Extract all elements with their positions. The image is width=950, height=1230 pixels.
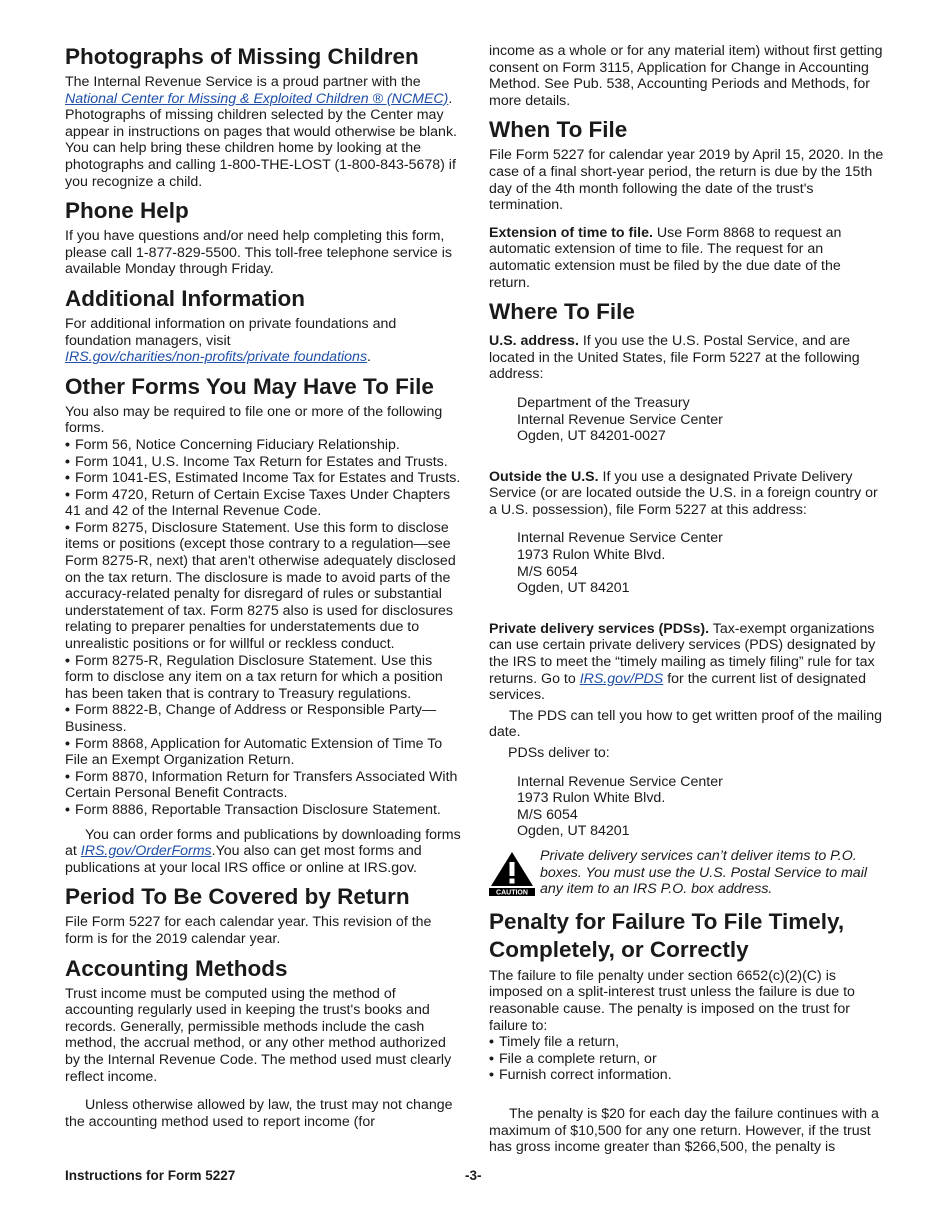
pds-deliver-text: PDSs deliver to: <box>508 745 610 761</box>
accounting-text-1: Trust income must be computed using the method of accounting regularly used in keeping the trust's books and records. Generally, permissible methods include the cash method, the accrual method, or any other method authorized by the Internal Revenue Code. The method used must clearly reflect income. <box>65 985 452 1085</box>
other-forms-intro: You also may be required to file one or more of the following forms. <box>65 403 443 437</box>
extension-text: Extension of time to file. Use Form 8868 to request an automatic extension of time to file. The request for an automatic extension must be filed by the due date of the return. <box>489 224 842 291</box>
right-column <box>489 43 885 1164</box>
heading-where-to-file: Where To File <box>489 299 635 325</box>
left-column <box>65 40 461 1138</box>
caution-icon <box>489 850 535 896</box>
caution-note <box>489 848 885 898</box>
page-number: -3- <box>465 1168 482 1183</box>
list-item: • Form 4720, Return of Certain Excise Taxes Under Chapters 41 and 42 of the Internal Revenue Code. <box>65 487 461 520</box>
list-item: • File a complete return, or <box>489 1051 885 1068</box>
caution-text: Private delivery services can’t deliver items to P.O. boxes. You must use the U.S. Postal Service to mail any item to an IRS P.O. box address. <box>540 847 867 898</box>
order-forms-text: You can order forms and publications by downloading forms at IRS.gov/OrderForms.You also can get most forms and publications at your local IRS office or online at IRS.gov. <box>65 826 461 876</box>
heading-period: Period To Be Covered by Return <box>65 884 410 910</box>
penalty-list <box>489 1034 885 1084</box>
heading-missing-children: Photographs of Missing Children <box>65 44 419 69</box>
missing-children-text: The Internal Revenue Service is a proud partner with the National Center for Missing & Exploited Children ® (NCMEC). Photographs of missing children selected by the Center may appear in instructions on pages that would otherwise be blank. You can help bring these children home by looking at the photographs and calling 1-800-THE-LOST (1-800-843-5678) if you recognize a child. <box>65 74 457 190</box>
other-forms-list <box>65 437 461 819</box>
list-item: • Furnish correct information. <box>489 1067 885 1084</box>
heading-other-forms: Other Forms You May Have To File <box>65 373 434 399</box>
heading-accounting-methods: Accounting Methods <box>65 955 288 981</box>
heading-when-to-file: When To File <box>489 117 628 143</box>
list-item: • Form 8275, Disclosure Statement. Use this form to disclose items or positions (except those contrary to a regulation—see Form 8275-R, next) that aren't otherwise adequately disclosed on the tax return. The disclosure is made to avoid parts of the accuracy-related penalty for disregard of rules or substantial understatement of tax. Form 8275 also is used for disclosures relating to preparer penalties for understatements due to unrealistic positions or for willful or reckless conduct. <box>65 520 461 653</box>
outside-us-address-block: Internal Revenue Service Center 1973 Rulon White Blvd. M/S 6054 Ogden, UT 84201 <box>517 530 723 597</box>
list-item: • Form 8886, Reportable Transaction Disclosure Statement. <box>65 802 461 819</box>
list-item: • Form 8822-B, Change of Address or Responsible Party—Business. <box>65 702 461 735</box>
penalty-text: The penalty is $20 for each day the failure continues with a maximum of $10,500 for any one return. However, if the trust has gross income greater than $266,500, the penalty is <box>489 1105 879 1156</box>
pds-link[interactable]: IRS.gov/PDS <box>579 670 664 687</box>
ncmec-link[interactable]: National Center for Missing & Exploited Children ® (NCMEC) <box>65 90 449 107</box>
list-item: • Form 1041-ES, Estimated Income Tax for Estates and Trusts. <box>65 470 461 487</box>
when-to-file-text: File Form 5227 for calendar year 2019 by April 15, 2020. In the case of a final short-year period, the return is due by the 15th day of the 4th month following the date of the trust's termination. <box>489 147 884 214</box>
order-forms-link[interactable]: IRS.gov/OrderForms <box>80 843 212 860</box>
heading-additional-information: Additional Information <box>65 285 305 311</box>
outside-us-text: Outside the U.S. If you use a designated Private Delivery Service (or are located outside the U.S. in a foreign country or a U.S. possession), file Form 5227 at this address: <box>489 468 878 518</box>
accounting-text-2: Unless otherwise allowed by law, the trust may not change the accounting method used to report income (for <box>65 1097 453 1130</box>
period-text: File Form 5227 for each calendar year. This revision of the form is for the 2019 calendar year. <box>65 914 432 947</box>
footer-title: Instructions for Form 5227 <box>65 1168 236 1183</box>
list-item: • Timely file a return, <box>489 1034 885 1051</box>
private-foundations-link[interactable]: IRS.gov/charities/non-profits/private foundations <box>65 349 368 366</box>
us-address-block: Department of the Treasury Internal Revenue Service Center Ogden, UT 84201-0027 <box>517 394 723 445</box>
list-item: • Form 1041, U.S. Income Tax Return for Estates and Trusts. <box>65 454 461 471</box>
accounting-continued: income as a whole or for any material item) without first getting consent on Form 3115, Application for Change in Accounting Method. See Pub. 538, Accounting Periods and Methods, for more details. <box>489 43 883 109</box>
us-address-text: U.S. address. If you use the U.S. Postal Service, and are located in the United States, file Form 5227 at the following address: <box>489 333 860 383</box>
heading-phone-help: Phone Help <box>65 198 189 224</box>
list-item: • Form 8870, Information Return for Transfers Associated With Certain Personal Benefit Contracts. <box>65 769 461 802</box>
phone-help-text: If you have questions and/or need help completing this form, please call 1-877-829-5500. This toll-free telephone service is available Monday through Friday. <box>65 228 452 278</box>
pds-address-block: Internal Revenue Service Center 1973 Rulon White Blvd. M/S 6054 Ogden, UT 84201 <box>517 773 723 840</box>
pds-text: Private delivery services (PDSs). Tax-exempt organizations can use certain private delivery services (PDS) designated by the IRS to meet the “timely mailing as timely filing” rule for tax returns. Go to IRS.gov/PDS for the current list of designated services. <box>489 620 876 704</box>
caution-label: CAUTION <box>496 889 528 896</box>
list-item: • Form 8868, Application for Automatic Extension of Time To File an Exempt Organization Return. <box>65 736 461 769</box>
heading-penalty: Penalty for Failure To File Timely, Completely, or Correctly <box>489 908 845 962</box>
penalty-intro: The failure to file penalty under section 6652(c)(2)(C) is imposed on a split-interest trust unless the failure is due to reasonable cause. The penalty is imposed on the trust for failure to: <box>489 967 855 1034</box>
list-item: • Form 8275-R, Regulation Disclosure Statement. Use this form to disclose any item on a tax return for which a position has been taken that is contrary to Treasury regulations. <box>65 653 461 703</box>
list-item: • Form 56, Notice Concerning Fiduciary Relationship. <box>65 437 461 454</box>
additional-info-text: For additional information on private foundations and foundation managers, visit IRS.gov/charities/non-profits/private foundations. <box>65 315 397 366</box>
pds-proof-text: The PDS can tell you how to get written proof of the mailing date. <box>489 707 883 741</box>
